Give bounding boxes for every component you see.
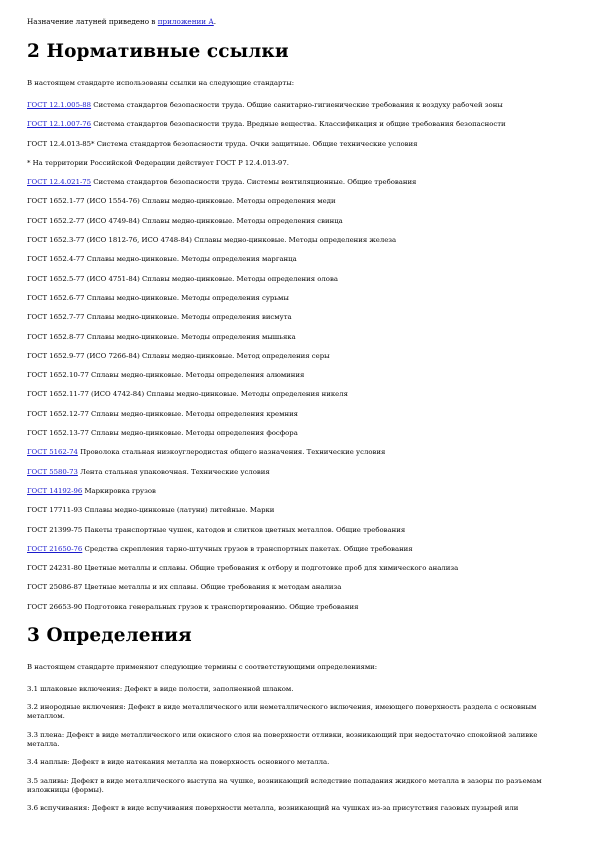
reference-text: ГОСТ 1652.11-77 (ИСО 4742-84) Сплавы медно-цинковые. Методы определения никеля bbox=[27, 390, 348, 399]
reference-item bbox=[27, 294, 567, 303]
reference-item bbox=[27, 197, 567, 206]
reference-item bbox=[27, 371, 567, 380]
reference-text: ГОСТ 25086-87 Цветные металлы и их сплавы. Общие требования к методам анализа bbox=[27, 583, 342, 592]
standard-link[interactable]: ГОСТ 12.1.005-88 bbox=[27, 101, 92, 109]
definitions-list bbox=[27, 685, 567, 814]
reference-text: ГОСТ 1652.8-77 Сплавы медно-цинковые. Методы определения мышьяка bbox=[27, 332, 296, 341]
standard-link[interactable]: ГОСТ 5580-73 bbox=[27, 467, 78, 476]
standard-link[interactable]: ГОСТ 5162-74 bbox=[27, 448, 78, 457]
reference-item bbox=[27, 506, 567, 515]
reference-text: ГОСТ 26653-90 Подготовка генеральных грузов к транспортированию. Общие требования bbox=[27, 602, 359, 611]
reference-text: ГОСТ 1652.12-77 Сплавы медно-цинковые. Методы определения кремния bbox=[27, 409, 299, 418]
reference-text: ГОСТ 1652.7-77 Сплавы медно-цинковые. Методы определения висмута bbox=[27, 313, 292, 322]
definition-item: 3.2 инородные включения: Дефект в виде металлического или неметаллического включения, имеющего поверхность раздела с основным металлом. bbox=[27, 703, 537, 721]
reference-text: ГОСТ 1652.10-77 Сплавы медно-цинковые. Методы определения алюминия bbox=[27, 371, 305, 380]
reference-item bbox=[27, 410, 567, 419]
reference-item bbox=[27, 236, 567, 245]
definition-item: 3.6 вспучивания: Дефект в виде вспучивания поверхности металла, возникающий на чушках из-за присутствия газовых пузырей или bbox=[27, 804, 519, 813]
reference-text: ГОСТ 1652.1-77 (ИСО 1554-76) Сплавы медно-цинковые. Методы определения меди bbox=[27, 197, 336, 206]
reference-text: Система стандартов безопасности труда. Общие санитарно-гигиенические требования к воздуху рабочей зоны bbox=[91, 101, 503, 109]
standard-link[interactable]: ГОСТ 21650-76 bbox=[27, 544, 83, 553]
reference-text: ГОСТ 1652.13-77 Сплавы медно-цинковые. Методы определения фосфора bbox=[27, 429, 298, 438]
reference-item bbox=[27, 448, 567, 457]
reference-item bbox=[27, 333, 567, 342]
reference-text: ГОСТ 1652.9-77 (ИСО 7266-84) Сплавы медно-цинковые. Метод определения серы bbox=[27, 351, 330, 360]
definition-item: 3.4 наплыв: Дефект в виде натекания металла на поверхность основного металла. bbox=[27, 758, 330, 767]
reference-item bbox=[27, 275, 567, 284]
reference-item bbox=[27, 526, 567, 535]
definition-item: 3.1 шлаковые включения: Дефект в виде полости, заполненной шлаком. bbox=[27, 684, 294, 693]
reference-item bbox=[27, 429, 567, 438]
reference-text: ГОСТ 1652.5-77 (ИСО 4751-84) Сплавы медно-цинковые. Методы определения олова bbox=[27, 274, 338, 283]
document-page bbox=[27, 17, 567, 823]
reference-item bbox=[27, 178, 567, 187]
reference-text: ГОСТ 1652.4-77 Сплавы медно-цинковые. Методы определения марганца bbox=[27, 255, 297, 264]
reference-text: Система стандартов безопасности труда. Системы вентиляционные. Общие требования bbox=[91, 178, 417, 187]
reference-item bbox=[27, 313, 567, 322]
reference-text: Проволока стальная низкоуглеродистая общего назначения. Технические условия bbox=[77, 448, 386, 457]
reference-text: * На территории Российской Федерации действует ГОСТ Р 12.4.013-97. bbox=[27, 158, 289, 167]
definition-item: 3.5 заливы: Дефект в виде металлического выступа на чушке, возникающий вследствие попадания жидкого металла в зазоры по разъемам изложницы (формы). bbox=[27, 776, 542, 794]
reference-text: Маркировка грузов bbox=[82, 486, 156, 495]
reference-item bbox=[27, 120, 567, 129]
reference-text: Лента стальная упаковочная. Технические условия bbox=[77, 467, 270, 476]
reference-item bbox=[27, 159, 567, 168]
section-2-lead: В настоящем стандарте использованы ссылки на следующие стандарты: bbox=[27, 79, 295, 87]
reference-item bbox=[27, 545, 567, 554]
definition-item: 3.3 плена: Дефект в виде металлического или окисного слоя на поверхности отливки, возникающий при недостаточно спокойной заливке металла. bbox=[27, 730, 538, 748]
standard-code: ГОСТ 12.4.013-85* bbox=[27, 139, 95, 148]
standard-link[interactable]: ГОСТ 12.1.007-76 bbox=[27, 120, 92, 129]
reference-item bbox=[27, 217, 567, 226]
reference-item bbox=[27, 603, 567, 612]
reference-text: ГОСТ 24231-80 Цветные металлы и сплавы. Общие требования к отбору и подготовке проб для химического анализа bbox=[27, 564, 459, 573]
standard-link[interactable]: ГОСТ 14192-96 bbox=[27, 486, 83, 495]
appendix-a-link[interactable]: приложении А bbox=[157, 17, 214, 26]
reference-item bbox=[27, 583, 567, 592]
reference-text: Система стандартов безопасности труда. Очки защитные. Общие технические условия bbox=[94, 139, 418, 148]
reference-item bbox=[27, 487, 567, 496]
normative-references-list bbox=[27, 101, 567, 612]
reference-item bbox=[27, 468, 567, 477]
reference-text: ГОСТ 1652.6-77 Сплавы медно-цинковые. Методы определения сурьмы bbox=[27, 293, 289, 302]
reference-text: Система стандартов безопасности труда. Вредные вещества. Классификация и общие требования безопасности bbox=[91, 120, 506, 129]
reference-item bbox=[27, 564, 567, 573]
reference-text: ГОСТ 17711-93 Сплавы медно-цинковые (латуни) литейные. Марки bbox=[27, 506, 275, 515]
reference-item bbox=[27, 255, 567, 264]
section-3-lead: В настоящем стандарте применяют следующие термины с соответствующими определениями: bbox=[27, 662, 378, 671]
standard-link[interactable]: ГОСТ 12.4.021-75 bbox=[27, 178, 92, 187]
reference-item bbox=[27, 352, 567, 361]
section-3-title: 3 Определения bbox=[27, 624, 192, 646]
intro-paragraph bbox=[27, 17, 567, 27]
reference-item bbox=[27, 390, 567, 399]
reference-item bbox=[27, 140, 567, 149]
intro-tail: . bbox=[213, 17, 217, 26]
intro-text: Назначение латуней приведено в bbox=[27, 17, 158, 26]
reference-text: Средства скрепления тарно-штучных грузов в транспортных пакетах. Общие требования bbox=[82, 544, 413, 553]
reference-item bbox=[27, 101, 567, 110]
reference-text: ГОСТ 1652.3-77 (ИСО 1812-76, ИСО 4748-84) Сплавы медно-цинковые. Методы определения железа bbox=[27, 236, 397, 245]
reference-text: ГОСТ 21399-75 Пакеты транспортные чушек, катодов и слитков цветных металлов. Общие требования bbox=[27, 525, 406, 534]
section-2-title: 2 Нормативные ссылки bbox=[27, 41, 289, 62]
reference-text: ГОСТ 1652.2-77 (ИСО 4749-84) Сплавы медно-цинковые. Методы определения свинца bbox=[27, 216, 343, 225]
